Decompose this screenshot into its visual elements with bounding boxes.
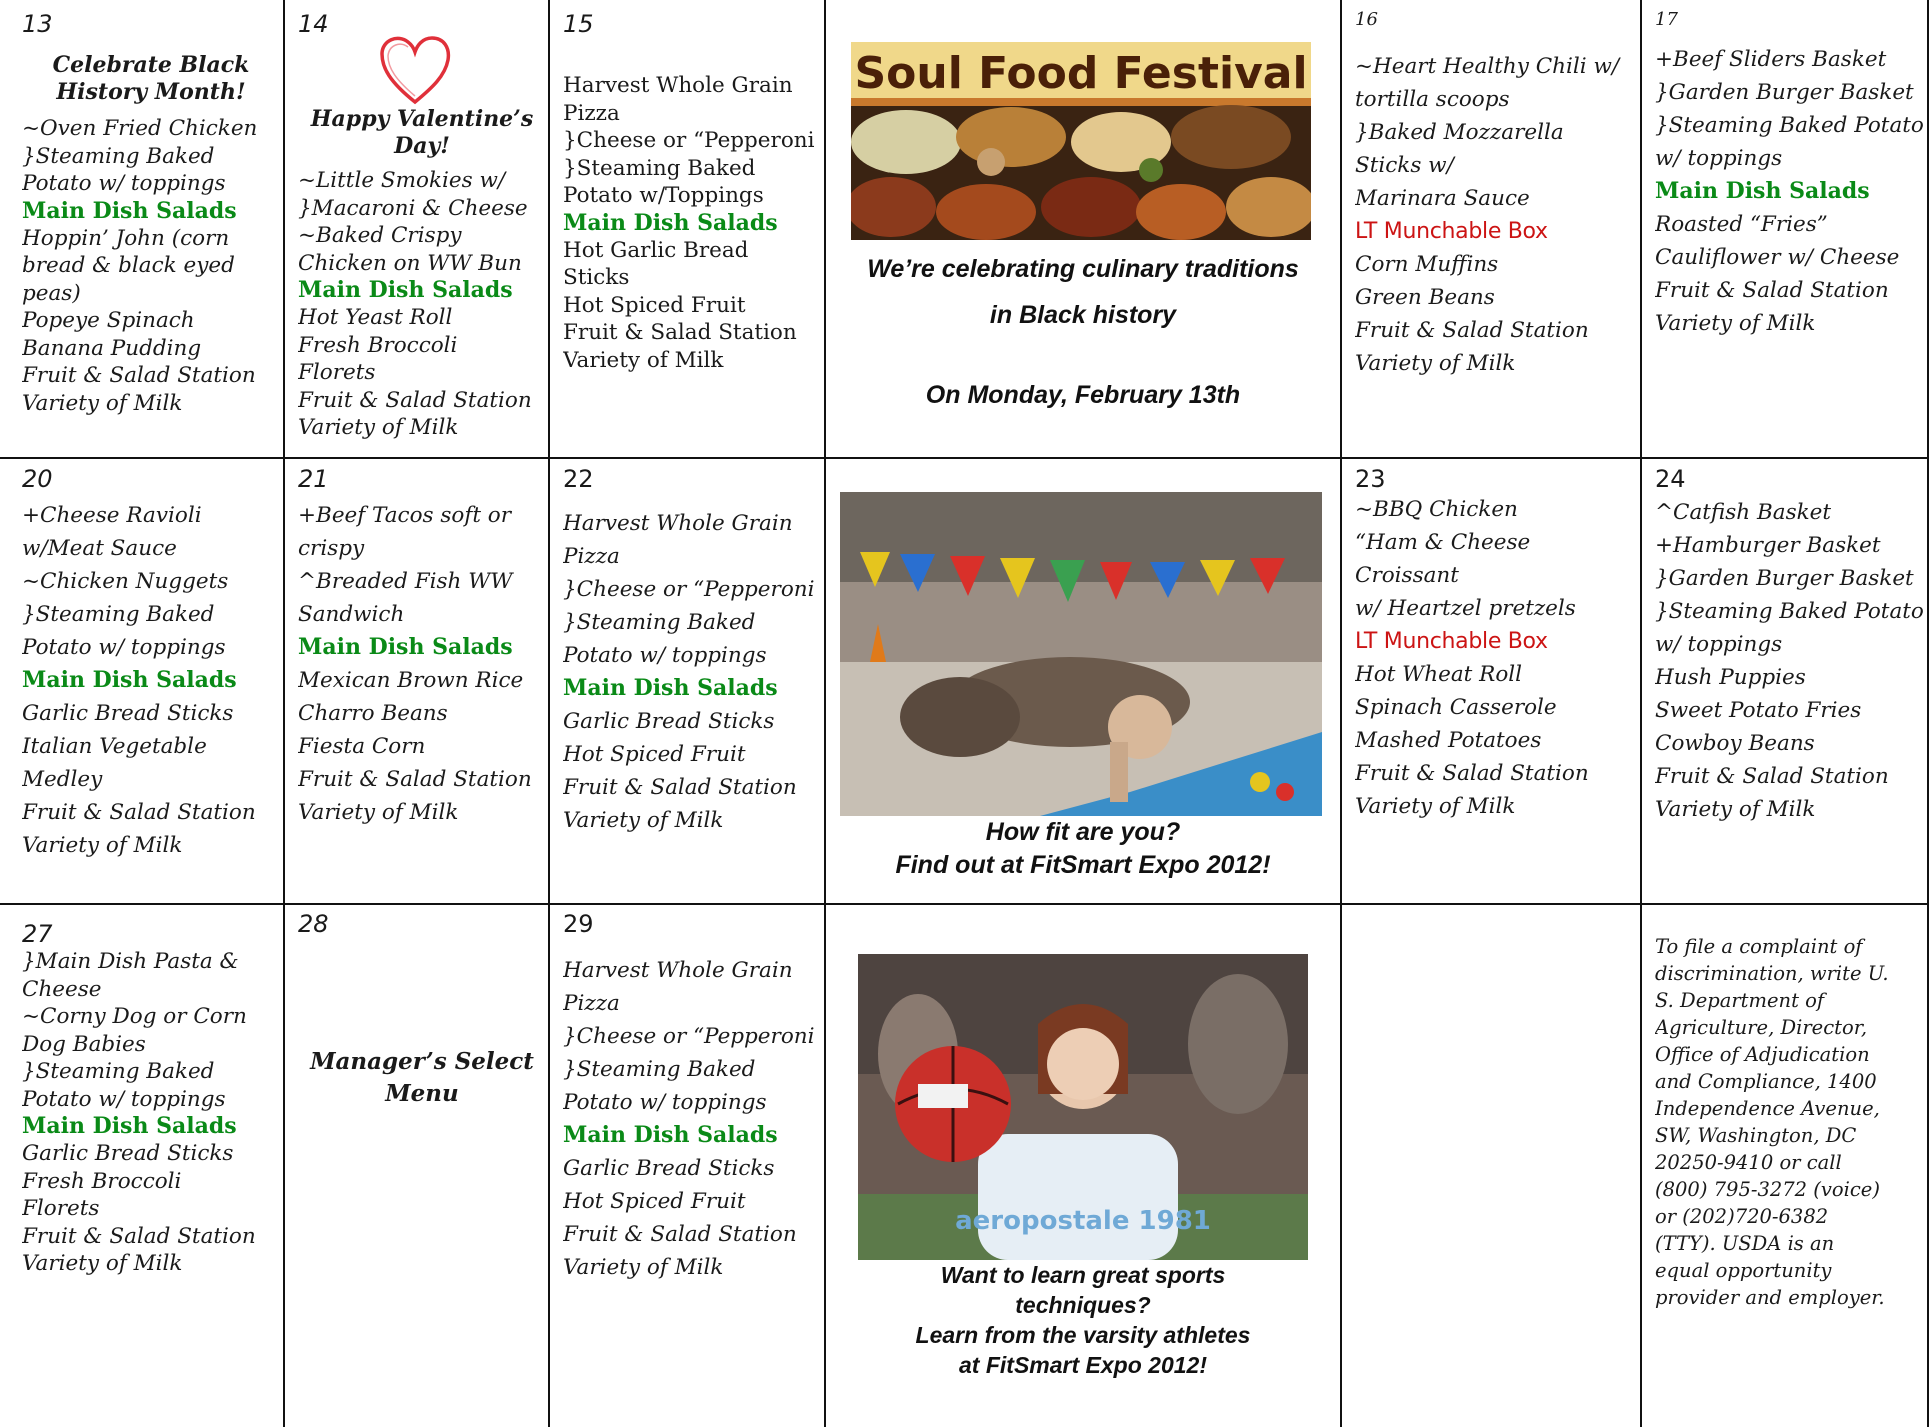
menu-item: Medley	[22, 767, 103, 792]
fitsmart-basketball-image	[858, 954, 1308, 1260]
day-number: 16	[1355, 9, 1378, 30]
day-number: 17	[1655, 9, 1678, 30]
day-number: 22	[563, 465, 594, 493]
cell-heading: Day!	[394, 133, 450, 159]
menu-item: Sweet Potato Fries	[1655, 698, 1862, 723]
menu-item: Popeye Spinach	[22, 308, 195, 333]
soul-food-photo	[851, 42, 1311, 240]
menu-item: }Steaming Baked	[563, 155, 756, 181]
munchable-box-label: LT Munchable Box	[1355, 219, 1548, 244]
day-number: 15	[563, 10, 594, 38]
menu-items	[563, 954, 823, 1284]
menu-item: Potato w/ toppings	[22, 1086, 226, 1112]
day-number: 20	[22, 465, 53, 493]
menu-item: Green Beans	[1355, 285, 1495, 310]
menu-item: }Steaming Baked	[22, 143, 215, 169]
menu-item: Fruit & Salad Station	[1355, 318, 1589, 343]
main-dish-salads-label: Main Dish Salads	[22, 197, 237, 224]
legal-line: (TTY). USDA is an	[1655, 1232, 1835, 1255]
banner-title: Soul Food Festival	[854, 48, 1308, 99]
menu-item: Hot Wheat Roll	[1355, 662, 1523, 687]
grid-line	[1340, 0, 1342, 1427]
menu-item: Variety of Milk	[1355, 794, 1516, 819]
menu-item: }Steaming Baked	[22, 602, 215, 627]
menu-item: Cowboy Beans	[1655, 731, 1815, 756]
menu-item: tortilla scoops	[1355, 87, 1510, 112]
menu-items	[563, 72, 823, 374]
munchable-box-label: LT Munchable Box	[1355, 629, 1548, 654]
day-cell-17	[1655, 6, 1927, 340]
shirt-text: aeropostale 1981	[955, 1206, 1211, 1236]
day-number: 28	[298, 910, 329, 938]
usda-nondiscrimination-statement	[1655, 933, 1927, 1311]
menu-item: Fruit & Salad Station	[1655, 278, 1889, 303]
menu-item: Potato w/ toppings	[563, 1090, 767, 1115]
menu-item: ~Chicken Nuggets	[22, 569, 229, 594]
day-cell-15	[563, 10, 823, 374]
menu-item: “Ham & Cheese	[1355, 530, 1531, 555]
promo-line: Want to learn great sports	[940, 1262, 1226, 1288]
menu-item: Chicken on WW Bun	[298, 250, 522, 276]
menu-item: ~Little Smokies w/	[298, 168, 506, 193]
legal-line: Agriculture, Director,	[1655, 1016, 1868, 1039]
menu-item: Garlic Bread Sticks	[22, 701, 234, 726]
menu-item: Corn Muffins	[1355, 252, 1499, 277]
legal-line: equal opportunity	[1655, 1259, 1832, 1282]
menu-item: Pizza	[563, 991, 620, 1016]
menu-items	[22, 499, 280, 862]
fitsmart-promo-text	[828, 816, 1338, 882]
day-cell-22	[563, 465, 823, 837]
menu-item: Variety of Milk	[1655, 797, 1816, 822]
menu-item: Variety of Milk	[298, 800, 459, 825]
menu-item: }Cheese or “Pepperoni	[563, 1024, 815, 1049]
menu-item: ~Corny Dog or Corn	[22, 1004, 247, 1029]
menu-item: Spinach Casserole	[1355, 695, 1557, 720]
menu-item: Potato w/ toppings	[563, 643, 767, 668]
menu-item: Sticks w/	[1355, 153, 1454, 178]
menu-item: Fruit & Salad Station	[563, 775, 797, 800]
grid-line	[283, 0, 285, 1427]
menu-item: }Main Dish Pasta &	[22, 949, 239, 974]
menu-item: Pizza	[563, 544, 620, 569]
day-number: 13	[22, 10, 53, 38]
promo-line: Learn from the varsity athletes	[915, 1322, 1251, 1348]
menu-item: Harvest Whole Grain	[563, 511, 793, 536]
day-number: 29	[563, 910, 594, 938]
menu-item: Fruit & Salad Station	[1355, 761, 1589, 786]
cell-heading: Menu	[385, 1080, 459, 1107]
menu-item: Variety of Milk	[298, 415, 459, 440]
menu-item: }Steaming Baked	[563, 610, 756, 635]
menu-item: Hot Spiced Fruit	[563, 292, 746, 318]
day-number: 14	[298, 10, 329, 38]
menu-item: +Beef Sliders Basket	[1655, 47, 1887, 72]
promo-line: at FitSmart Expo 2012!	[959, 1352, 1207, 1378]
menu-item: Variety of Milk	[1355, 351, 1516, 376]
menu-item: Banana Pudding	[22, 335, 202, 361]
menu-item: Fruit & Salad Station	[563, 320, 797, 345]
menu-item: Hot Garlic Bread	[563, 237, 749, 263]
menu-item: Harvest Whole Grain	[563, 73, 793, 98]
day-cell-13	[22, 10, 280, 417]
main-dish-salads-label: Main Dish Salads	[298, 634, 513, 660]
menu-item: }Steaming Baked Potato	[1655, 599, 1924, 624]
menu-item: ~Baked Crispy	[298, 223, 462, 248]
menu-item: +Hamburger Basket	[1655, 533, 1881, 558]
menu-items	[1355, 493, 1639, 823]
menu-item: Variety of Milk	[1655, 311, 1816, 336]
menu-item: Florets	[22, 1196, 100, 1221]
promo-line: Find out at FitSmart Expo 2012!	[895, 851, 1271, 879]
menu-item: Variety of Milk	[563, 808, 724, 833]
legal-line: 20250-9410 or call	[1655, 1151, 1842, 1174]
legal-line: Office of Adjudication	[1655, 1043, 1870, 1066]
menu-item: Sandwich	[298, 602, 405, 627]
menu-item: ~BBQ Chicken	[1355, 497, 1518, 522]
menu-item: w/ toppings	[1655, 632, 1783, 657]
menu-item: Fruit & Salad Station	[1655, 764, 1889, 789]
promo-line: On Monday, February 13th	[925, 381, 1241, 409]
day-cell-28	[298, 910, 546, 1110]
menu-item: Italian Vegetable	[22, 734, 207, 759]
menu-item: Variety of Milk	[22, 1251, 183, 1276]
legal-line: SW, Washington, DC	[1655, 1124, 1857, 1147]
day-number: 24	[1655, 465, 1686, 493]
menu-item: Pizza	[563, 100, 620, 126]
menu-item: Cauliflower w/ Cheese	[1655, 245, 1900, 270]
grid-line	[548, 0, 550, 1427]
day-cell-29	[563, 910, 823, 1284]
menu-item: peas)	[22, 280, 81, 306]
menu-item: Mexican Brown Rice	[298, 668, 524, 693]
menu-items	[22, 948, 280, 1278]
day-cell-14	[298, 10, 546, 442]
menu-item: Variety of Milk	[22, 833, 183, 858]
legal-lines	[1655, 933, 1927, 1311]
menu-item: ~Heart Healthy Chili w/	[1355, 54, 1620, 79]
fitsmart-sports-promo-text	[828, 1260, 1338, 1380]
grid-line	[1640, 0, 1642, 1427]
menu-item: Fruit & Salad Station	[22, 800, 256, 825]
main-dish-salads-label: Main Dish Salads	[298, 277, 513, 303]
day-number: 27	[22, 920, 53, 948]
grid-line	[0, 903, 1929, 905]
heart-icon	[298, 30, 546, 106]
main-dish-salads-label: Main Dish Salads	[1655, 178, 1870, 204]
promo-line: We’re celebrating culinary traditions	[867, 255, 1299, 283]
fitsmart-pushup-image	[840, 492, 1322, 816]
promo-line: How fit are you?	[985, 818, 1181, 846]
legal-line: provider and employer.	[1655, 1286, 1885, 1309]
promo-line: in Black history	[989, 301, 1177, 329]
menu-item: }Garden Burger Basket	[1655, 566, 1914, 591]
menu-items	[1655, 43, 1927, 340]
grid-line	[0, 457, 1929, 459]
menu-item: ^Catfish Basket	[1655, 500, 1832, 525]
menu-item: Fiesta Corn	[298, 734, 426, 759]
menu-item: Hush Puppies	[1655, 665, 1806, 690]
menu-item: }Cheese or “Pepperoni	[563, 128, 815, 153]
menu-item: +Cheese Ravioli	[22, 503, 202, 528]
menu-item: ~Oven Fried Chicken	[22, 116, 258, 141]
soul-food-promo-text	[828, 246, 1338, 418]
menu-item: Hot Spiced Fruit	[563, 1189, 746, 1214]
main-dish-salads-label: Main Dish Salads	[22, 1113, 237, 1139]
cell-heading: Celebrate Black	[52, 52, 250, 78]
main-dish-salads-label: Main Dish Salads	[22, 667, 237, 693]
menu-item: Fresh Broccoli	[298, 332, 458, 358]
menu-item: Potato w/Toppings	[563, 183, 764, 208]
day-cell-21	[298, 465, 546, 829]
menu-item: Croissant	[1355, 563, 1459, 588]
menu-item: Sticks	[563, 265, 630, 290]
cell-heading: Manager’s Select	[310, 1048, 534, 1075]
menu-item: Mashed Potatoes	[1355, 728, 1542, 753]
menu-item: Charro Beans	[298, 701, 448, 726]
day-cell-23	[1355, 465, 1639, 823]
cell-heading: History Month!	[56, 79, 246, 105]
menu-item: Fresh Broccoli	[22, 1168, 182, 1194]
legal-line: Independence Avenue,	[1655, 1097, 1880, 1120]
grid-line	[824, 0, 826, 1427]
menu-item: Hot Yeast Roll	[298, 305, 453, 330]
menu-item: Harvest Whole Grain	[563, 958, 793, 983]
menu-item: Cheese	[22, 976, 102, 1002]
menu-item: Fruit & Salad Station	[22, 1223, 256, 1249]
day-cell-27	[22, 920, 280, 1278]
menu-item: }Steaming Baked Potato	[1655, 113, 1924, 138]
menu-item: Dog Babies	[22, 1031, 146, 1057]
menu-item: w/ toppings	[1655, 146, 1783, 171]
menu-item: Variety of Milk	[563, 1255, 724, 1280]
menu-item: }Cheese or “Pepperoni	[563, 577, 815, 602]
menu-items	[298, 499, 546, 829]
menu-item: Potato w/ toppings	[22, 635, 226, 660]
menu-item: Potato w/ toppings	[22, 171, 226, 196]
day-cell-16	[1355, 6, 1639, 380]
menu-item: Garlic Bread Sticks	[563, 1156, 775, 1181]
main-dish-salads-label: Main Dish Salads	[563, 675, 778, 701]
menu-item: bread & black eyed	[22, 253, 235, 278]
menu-items	[563, 507, 823, 837]
menu-item: ^Breaded Fish WW	[298, 569, 513, 594]
soul-food-banner-image	[851, 42, 1311, 240]
menu-item: Variety of Milk	[563, 347, 724, 373]
menu-item: }Baked Mozzarella	[1355, 120, 1564, 145]
menu-item: crispy	[298, 536, 365, 561]
legal-line: (800) 795-3272 (voice)	[1655, 1178, 1880, 1201]
day-cell-24	[1655, 465, 1927, 826]
menu-items	[1655, 496, 1927, 826]
menu-item: }Garden Burger Basket	[1655, 80, 1914, 105]
main-dish-salads-label: Main Dish Salads	[563, 1122, 778, 1148]
menu-items	[22, 115, 280, 417]
menu-items	[1355, 50, 1639, 380]
pushup-photo	[840, 492, 1322, 816]
day-number: 23	[1355, 465, 1386, 493]
menu-item: Florets	[298, 360, 376, 385]
main-dish-salads-label: Main Dish Salads	[563, 209, 778, 236]
menu-item: w/ Heartzel pretzels	[1355, 596, 1576, 621]
day-number: 21	[298, 465, 329, 493]
menu-item: }Steaming Baked	[22, 1059, 215, 1084]
menu-item: Marinara Sauce	[1355, 186, 1530, 211]
menu-item: Roasted “Fries”	[1655, 212, 1828, 237]
menu-item: }Macaroni & Cheese	[298, 195, 528, 221]
menu-item: Hot Spiced Fruit	[563, 742, 746, 767]
promo-line: techniques?	[1015, 1292, 1151, 1318]
menu-item: +Beef Tacos soft or	[298, 503, 512, 528]
day-cell-20	[22, 465, 280, 862]
legal-line: or (202)720-6382	[1655, 1205, 1829, 1228]
legal-line: S. Department of	[1655, 989, 1825, 1012]
basketball-photo	[858, 954, 1308, 1260]
menu-item: Garlic Bread Sticks	[563, 709, 775, 734]
legal-line: and Compliance, 1400	[1655, 1070, 1877, 1093]
menu-item: Hoppin’ John (corn	[22, 225, 230, 251]
menu-item: w/Meat Sauce	[22, 536, 177, 561]
menu-item: Fruit & Salad Station	[22, 363, 256, 388]
legal-line: discrimination, write U.	[1655, 962, 1889, 985]
menu-items	[298, 167, 546, 442]
legal-line: To file a complaint of	[1655, 935, 1863, 958]
cell-heading: Happy Valentine’s	[310, 106, 534, 132]
menu-item: Variety of Milk	[22, 390, 183, 416]
menu-item: Fruit & Salad Station	[298, 767, 532, 792]
menu-item: }Steaming Baked	[563, 1057, 756, 1082]
menu-item: Fruit & Salad Station	[563, 1222, 797, 1247]
menu-item: Fruit & Salad Station	[298, 387, 532, 413]
menu-item: Garlic Bread Sticks	[22, 1141, 234, 1166]
